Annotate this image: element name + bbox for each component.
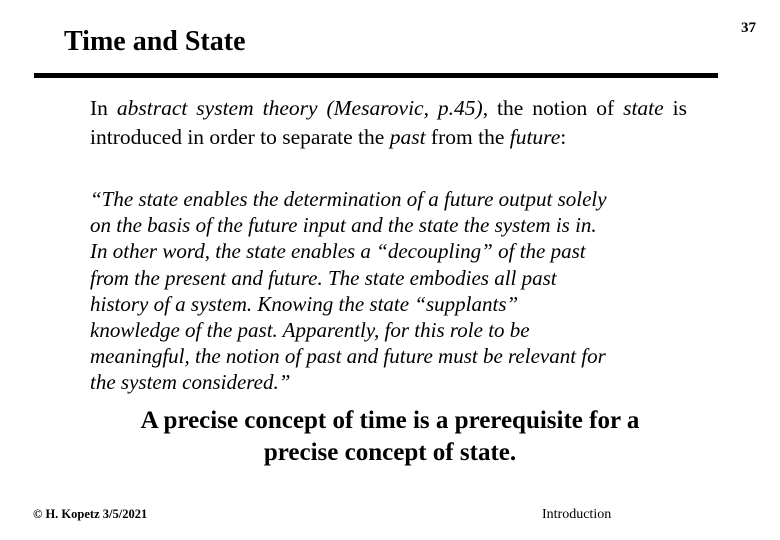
intro-emphasis-future: future [509, 125, 561, 149]
quote-line: on the basis of the future input and the state the system is in. [90, 213, 597, 238]
intro-text-3: is introduced in order to separate the [90, 96, 687, 149]
intro-text-5: : [560, 125, 567, 149]
footer-author: © H. Kopetz 3/5/2021 [33, 507, 148, 521]
quote-line: history of a system. Knowing the state “supplants” [90, 291, 519, 316]
conclusion-line: A precise concept of time is a prerequisite for a [140, 407, 640, 434]
intro-emphasis-past: past [389, 125, 426, 149]
intro-paragraph [90, 94, 687, 152]
conclusion-line: precise concept of state. [263, 439, 517, 466]
intro-text-2: , the notion of [482, 96, 624, 120]
quote-line: knowledge of the past. Apparently, for this role to be [90, 318, 530, 343]
title-divider [34, 73, 718, 78]
footer-section: Introduction [542, 507, 612, 522]
quote-block [90, 186, 690, 396]
intro-text-4: from the [425, 125, 510, 149]
quote-line: In other word, the state enables a “decoupling” of the past [90, 239, 586, 264]
conclusion-statement [100, 405, 680, 469]
intro-emphasis-theory: abstract system theory (Mesarovic, p.45) [116, 96, 483, 120]
quote-line: “The state enables the determination of a future output solely [90, 187, 607, 211]
intro-text-1: In [90, 96, 117, 120]
page-number: 37 [741, 20, 756, 36]
slide-title: Time and State [64, 26, 246, 57]
intro-emphasis-state: state [623, 96, 664, 120]
quote-line: the system considered.” [90, 370, 291, 395]
quote-line: from the present and future. The state embodies all past [90, 265, 557, 290]
quote-line: meaningful, the notion of past and future must be relevant for [90, 344, 606, 369]
